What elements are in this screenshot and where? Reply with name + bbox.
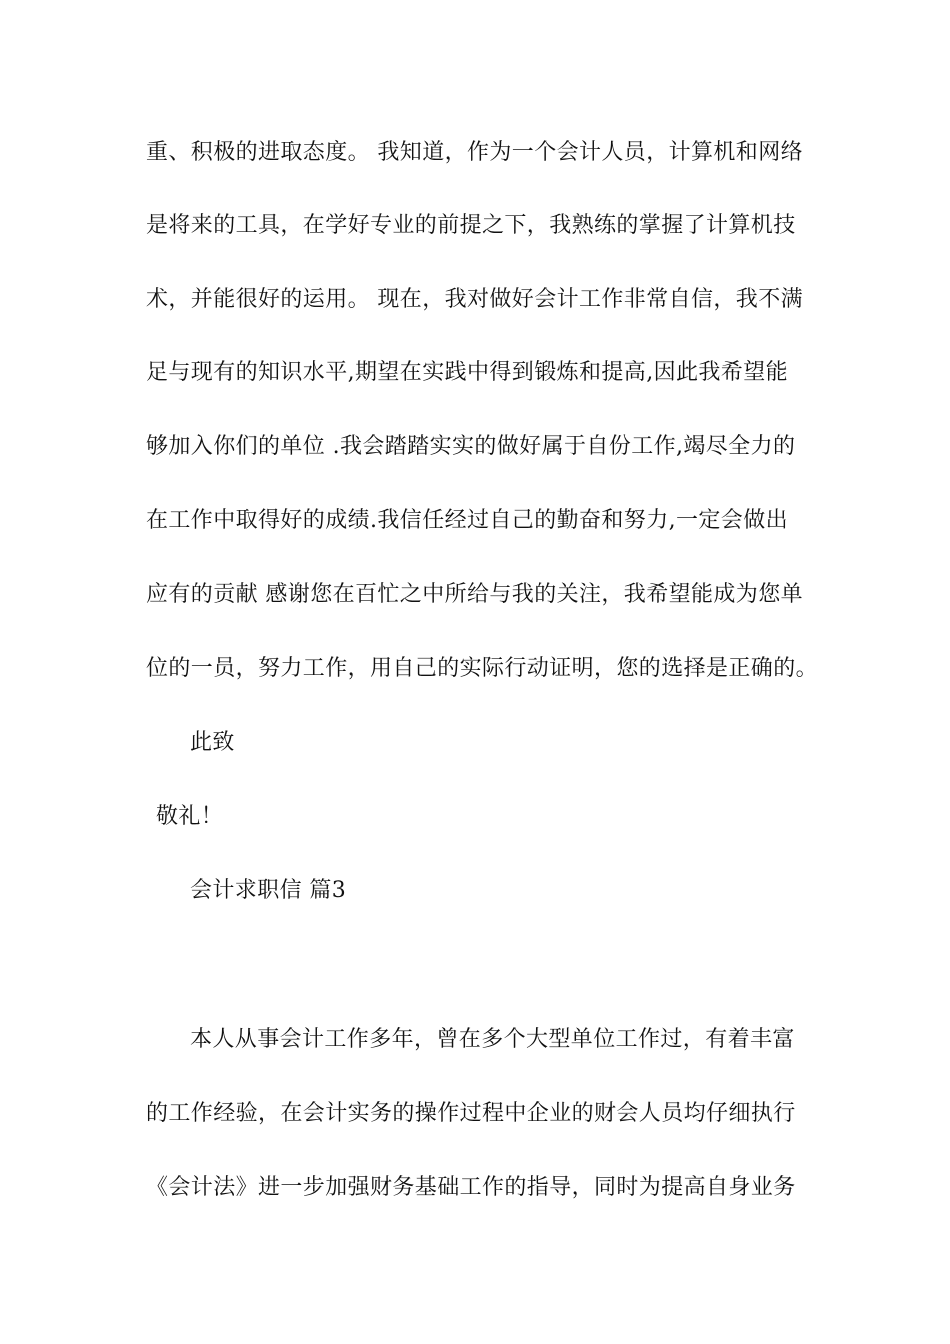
- closing-text: 此致: [190, 730, 235, 755]
- para2-line-1: 本人从事会计工作多年，曾在多个大型单位工作过，有着丰富: [190, 1027, 795, 1052]
- salute-text: 敬礼！: [156, 804, 224, 829]
- body-line-5: 够加入你们的单位 .我会踏踏实实的做好属于自份工作,竭尽全力的: [146, 434, 796, 459]
- body-line-6: 在工作中取得好的成绩.我信任经过自己的勤奋和努力,一定会做出: [146, 508, 788, 533]
- body-line-8: 位的一员，努力工作，用自己的实际行动证明，您的选择是正确的。: [146, 656, 819, 681]
- body-line-1: 重、积极的进取态度。 我知道，作为一个会计人员，计算机和网络: [146, 140, 803, 165]
- section-heading: 会计求职信 篇3: [190, 878, 347, 903]
- body-line-7: 应有的贡献 感谢您在百忙之中所给与我的关注，我希望能成为您单: [146, 582, 803, 607]
- para2-line-3: 《会计法》进一步加强财务基础工作的指导，同时为提高自身业务: [146, 1175, 796, 1200]
- para2-line-2: 的工作经验，在会计实务的操作过程中企业的财会人员均仔细执行: [146, 1101, 796, 1126]
- body-line-2: 是将来的工具，在学好专业的前提之下，我熟练的掌握了计算机技: [146, 213, 796, 238]
- body-line-3: 术，并能很好的运用。 现在，我对做好会计工作非常自信，我不满: [146, 287, 803, 312]
- body-line-4: 足与现有的知识水平,期望在实践中得到锻炼和提高,因此我希望能: [146, 360, 788, 385]
